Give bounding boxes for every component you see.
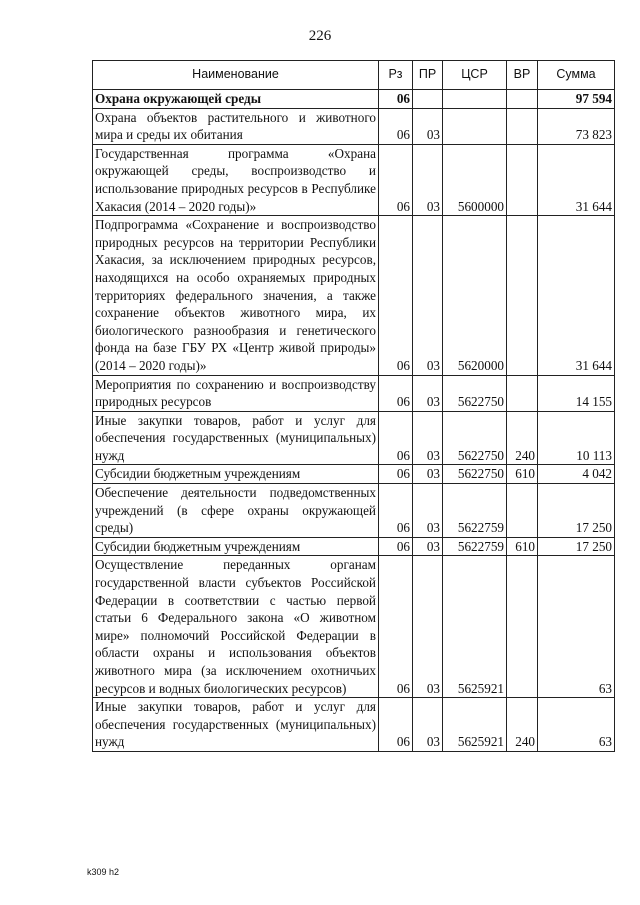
cell-pr: 03: [413, 144, 443, 215]
cell-rz: 06: [379, 108, 413, 144]
cell-vr: [507, 556, 538, 698]
cell-name: Осуществление переданных органам государственной власти субъектов Российской Федерации в соответствии с частью первой статьи 6 Федерального закона «О животном мире» полномочий Российской Федерации в области охраны и использования объектов животного мира (за исключением охотничьих ресурсов и водных биологических ресурсов): [93, 556, 379, 698]
footer-code: k309 h2: [87, 867, 120, 877]
table-row: [93, 144, 615, 215]
cell-vr: 240: [507, 698, 538, 752]
cell-name: Субсидии бюджетным учреждениям: [93, 537, 379, 556]
cell-pr: 03: [413, 484, 443, 538]
table-row: [93, 216, 615, 375]
cell-csr: 5622759: [443, 537, 507, 556]
cell-pr: [413, 90, 443, 109]
cell-rz: 06: [379, 698, 413, 752]
cell-csr: 5620000: [443, 216, 507, 375]
table-row: [93, 108, 615, 144]
cell-name: Иные закупки товаров, работ и услуг для обеспечения государственных (муниципальных) нужд: [93, 411, 379, 465]
table-row: [93, 556, 615, 698]
cell-vr: 610: [507, 465, 538, 484]
header-pr: ПР: [413, 61, 443, 90]
header-csr: ЦСР: [443, 61, 507, 90]
cell-sum: 63: [538, 698, 615, 752]
cell-sum: 63: [538, 556, 615, 698]
header-name: Наименование: [93, 61, 379, 90]
cell-rz: 06: [379, 216, 413, 375]
table-row: [93, 537, 615, 556]
header-row: [93, 61, 615, 90]
cell-sum: 31 644: [538, 216, 615, 375]
table-row: [93, 465, 615, 484]
cell-vr: [507, 108, 538, 144]
header-rz: Рз: [379, 61, 413, 90]
cell-csr: 5622750: [443, 411, 507, 465]
table-row: [93, 375, 615, 411]
table-row: [93, 484, 615, 538]
cell-pr: 03: [413, 216, 443, 375]
cell-pr: 03: [413, 465, 443, 484]
cell-name: Субсидии бюджетным учреждениям: [93, 465, 379, 484]
cell-rz: 06: [379, 484, 413, 538]
cell-sum: 17 250: [538, 537, 615, 556]
cell-pr: 03: [413, 108, 443, 144]
cell-csr: 5625921: [443, 556, 507, 698]
cell-rz: 06: [379, 411, 413, 465]
cell-rz: 06: [379, 465, 413, 484]
cell-sum: 73 823: [538, 108, 615, 144]
cell-pr: 03: [413, 537, 443, 556]
cell-pr: 03: [413, 556, 443, 698]
table-row: [93, 90, 615, 109]
page-number: 226: [308, 28, 332, 44]
cell-csr: [443, 90, 507, 109]
cell-pr: 03: [413, 375, 443, 411]
budget-table: [92, 60, 615, 752]
cell-sum: 31 644: [538, 144, 615, 215]
header-vr: ВР: [507, 61, 538, 90]
cell-sum: 4 042: [538, 465, 615, 484]
cell-vr: [507, 144, 538, 215]
cell-csr: 5600000: [443, 144, 507, 215]
cell-rz: 06: [379, 537, 413, 556]
cell-vr: 240: [507, 411, 538, 465]
cell-sum: 14 155: [538, 375, 615, 411]
cell-sum: 17 250: [538, 484, 615, 538]
cell-name: Охрана окружающей среды: [93, 90, 379, 109]
cell-vr: [507, 484, 538, 538]
cell-name: Обеспечение деятельности подведомственных учреждений (в сфере охраны окружающей среды): [93, 484, 379, 538]
cell-pr: 03: [413, 698, 443, 752]
cell-csr: 5622750: [443, 465, 507, 484]
cell-csr: 5625921: [443, 698, 507, 752]
cell-vr: [507, 216, 538, 375]
cell-csr: [443, 108, 507, 144]
cell-vr: [507, 375, 538, 411]
cell-rz: 06: [379, 144, 413, 215]
cell-rz: 06: [379, 556, 413, 698]
cell-vr: [507, 90, 538, 109]
cell-name: Иные закупки товаров, работ и услуг для обеспечения государственных (муниципальных) нужд: [93, 698, 379, 752]
table-row: [93, 411, 615, 465]
cell-sum: 97 594: [538, 90, 615, 109]
cell-name: Охрана объектов растительного и животного мира и среды их обитания: [93, 108, 379, 144]
cell-pr: 03: [413, 411, 443, 465]
cell-csr: 5622759: [443, 484, 507, 538]
cell-sum: 10 113: [538, 411, 615, 465]
table-row: [93, 698, 615, 752]
cell-name: Государственная программа «Охрана окружающей среды, воспроизводство и использование природных ресурсов в Республике Хакасия (2014 – 2020 годы)»: [93, 144, 379, 215]
header-sum: Сумма: [538, 61, 615, 90]
cell-vr: 610: [507, 537, 538, 556]
cell-rz: 06: [379, 375, 413, 411]
cell-csr: 5622750: [443, 375, 507, 411]
cell-rz: 06: [379, 90, 413, 109]
cell-name: Мероприятия по сохранению и воспроизводству природных ресурсов: [93, 375, 379, 411]
cell-name: Подпрограмма «Сохранение и воспроизводство природных ресурсов на территории Республики Хакасия, за исключением природных ресурсов, находящихся на особо охраняемых природных территориях федерального значения, а также сохранение объектов животного мира, их биологического разнообразия и генетического фонда на базе ГБУ РХ «Центр живой природы» (2014 – 2020 годы)»: [93, 216, 379, 375]
